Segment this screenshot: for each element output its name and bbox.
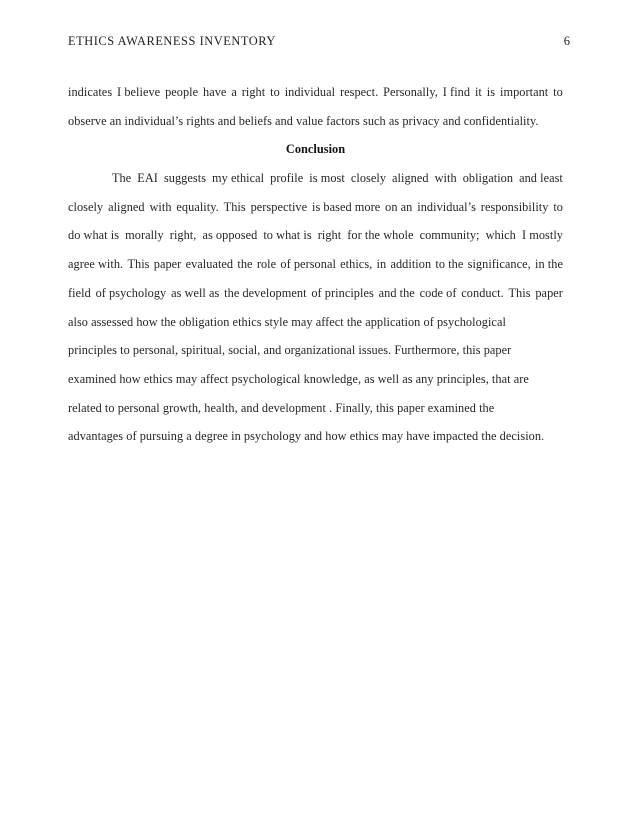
text-word: do what is: [68, 228, 120, 243]
text-word: on an: [385, 199, 413, 214]
text-word: in the: [535, 257, 563, 272]
text-word: I believe: [117, 85, 161, 99]
text-word: perspective: [250, 199, 308, 214]
text-word: is based more: [312, 199, 381, 214]
section-heading-conclusion: Conclusion: [285, 142, 346, 157]
text-line: related to personal growth, health, and development . Finally, this paper examined the: [68, 400, 495, 415]
text-word: profile: [270, 171, 304, 186]
text-word: obligation: [462, 171, 514, 186]
text-word: morally: [125, 228, 164, 243]
running-head: [68, 34, 570, 54]
paragraph-conclusion: [68, 164, 563, 451]
text-word: the development: [224, 285, 307, 300]
text-word: of personal: [280, 257, 336, 272]
text-word: right,: [169, 228, 197, 243]
text-line: [68, 279, 563, 308]
text-word: I mostly: [521, 228, 563, 243]
text-word: of psychology: [95, 285, 167, 300]
text-word: equality.: [176, 199, 219, 214]
text-word: with: [434, 171, 457, 186]
text-word: of principles: [311, 285, 374, 300]
text-word: conduct.: [461, 285, 504, 300]
text-word: responsibility: [480, 199, 549, 214]
text-word: closely: [68, 199, 104, 214]
text-word: to the: [435, 257, 464, 272]
text-word: code of: [419, 285, 457, 300]
page-number: 6: [563, 34, 570, 48]
text-word: This: [508, 285, 531, 300]
text-word: individual’s: [417, 199, 476, 214]
text-word: as opposed: [202, 228, 258, 243]
text-word: for the whole: [347, 228, 414, 243]
text-line: [68, 250, 563, 279]
text-word: to: [553, 199, 563, 214]
text-word: paper: [153, 257, 182, 272]
text-word: people: [165, 85, 199, 99]
text-line: [68, 221, 563, 250]
paragraph-continued: [68, 78, 563, 135]
text-line: also assessed how the obligation ethics style may affect the application of psychological: [68, 314, 506, 329]
text-word: is: [486, 85, 496, 99]
text-word: as well as: [171, 285, 220, 300]
text-line: principles to personal, spiritual, social, and organizational issues. Furthermore, this paper: [68, 343, 512, 358]
text-word: aligned: [108, 199, 145, 214]
text-word: with: [149, 199, 172, 214]
text-word: role: [256, 257, 277, 272]
text-word: to: [270, 85, 280, 99]
text-word: suggests: [163, 171, 207, 186]
running-head-title: ETHICS AWARENESS INVENTORY: [68, 34, 276, 48]
text-word: right: [317, 228, 342, 243]
text-word: This: [223, 199, 246, 214]
text-word: my ethical: [212, 171, 265, 186]
text-word: evaluated: [185, 257, 234, 272]
text-line: examined how ethics may affect psychological knowledge, as well as any principles, that are: [68, 371, 529, 386]
text-word: paper: [535, 285, 563, 300]
text-word: is most: [309, 171, 345, 186]
text-word: have: [203, 85, 227, 99]
text-word: and the: [378, 285, 415, 300]
text-word: EAI: [137, 171, 158, 186]
text-word: significance,: [467, 257, 531, 272]
text-word: individual: [284, 85, 336, 99]
text-word: agree with.: [68, 257, 124, 272]
text-word: to what is: [263, 228, 312, 243]
text-word: it: [474, 85, 482, 99]
text-word: indicates: [68, 85, 113, 99]
text-word: I find: [442, 85, 471, 99]
text-line: [68, 78, 563, 107]
text-line: observe an individual’s rights and beliefs and value factors such as privacy and confidentiality.: [68, 113, 539, 128]
text-line: [68, 164, 563, 193]
text-word: which: [485, 228, 516, 243]
text-word: respect.: [339, 85, 379, 99]
text-line: [68, 193, 563, 222]
text-word: The: [112, 171, 132, 186]
text-word: closely: [350, 171, 387, 186]
text-word: field: [68, 285, 91, 300]
text-word: a: [231, 85, 237, 99]
text-word: community;: [419, 228, 480, 243]
text-word: Personally,: [383, 85, 438, 99]
text-word: addition: [390, 257, 432, 272]
text-word: in: [376, 257, 387, 272]
document-body: [68, 78, 563, 451]
text-word: ethics,: [340, 257, 373, 272]
text-word: This: [127, 257, 150, 272]
text-word: to: [553, 85, 563, 99]
text-line: advantages of pursuing a degree in psychology and how ethics may have impacted the decision.: [68, 429, 545, 444]
text-word: the: [237, 257, 253, 272]
text-word: important: [499, 85, 549, 99]
text-word: and least: [519, 171, 563, 186]
text-word: right: [241, 85, 266, 99]
text-word: aligned: [392, 171, 429, 186]
